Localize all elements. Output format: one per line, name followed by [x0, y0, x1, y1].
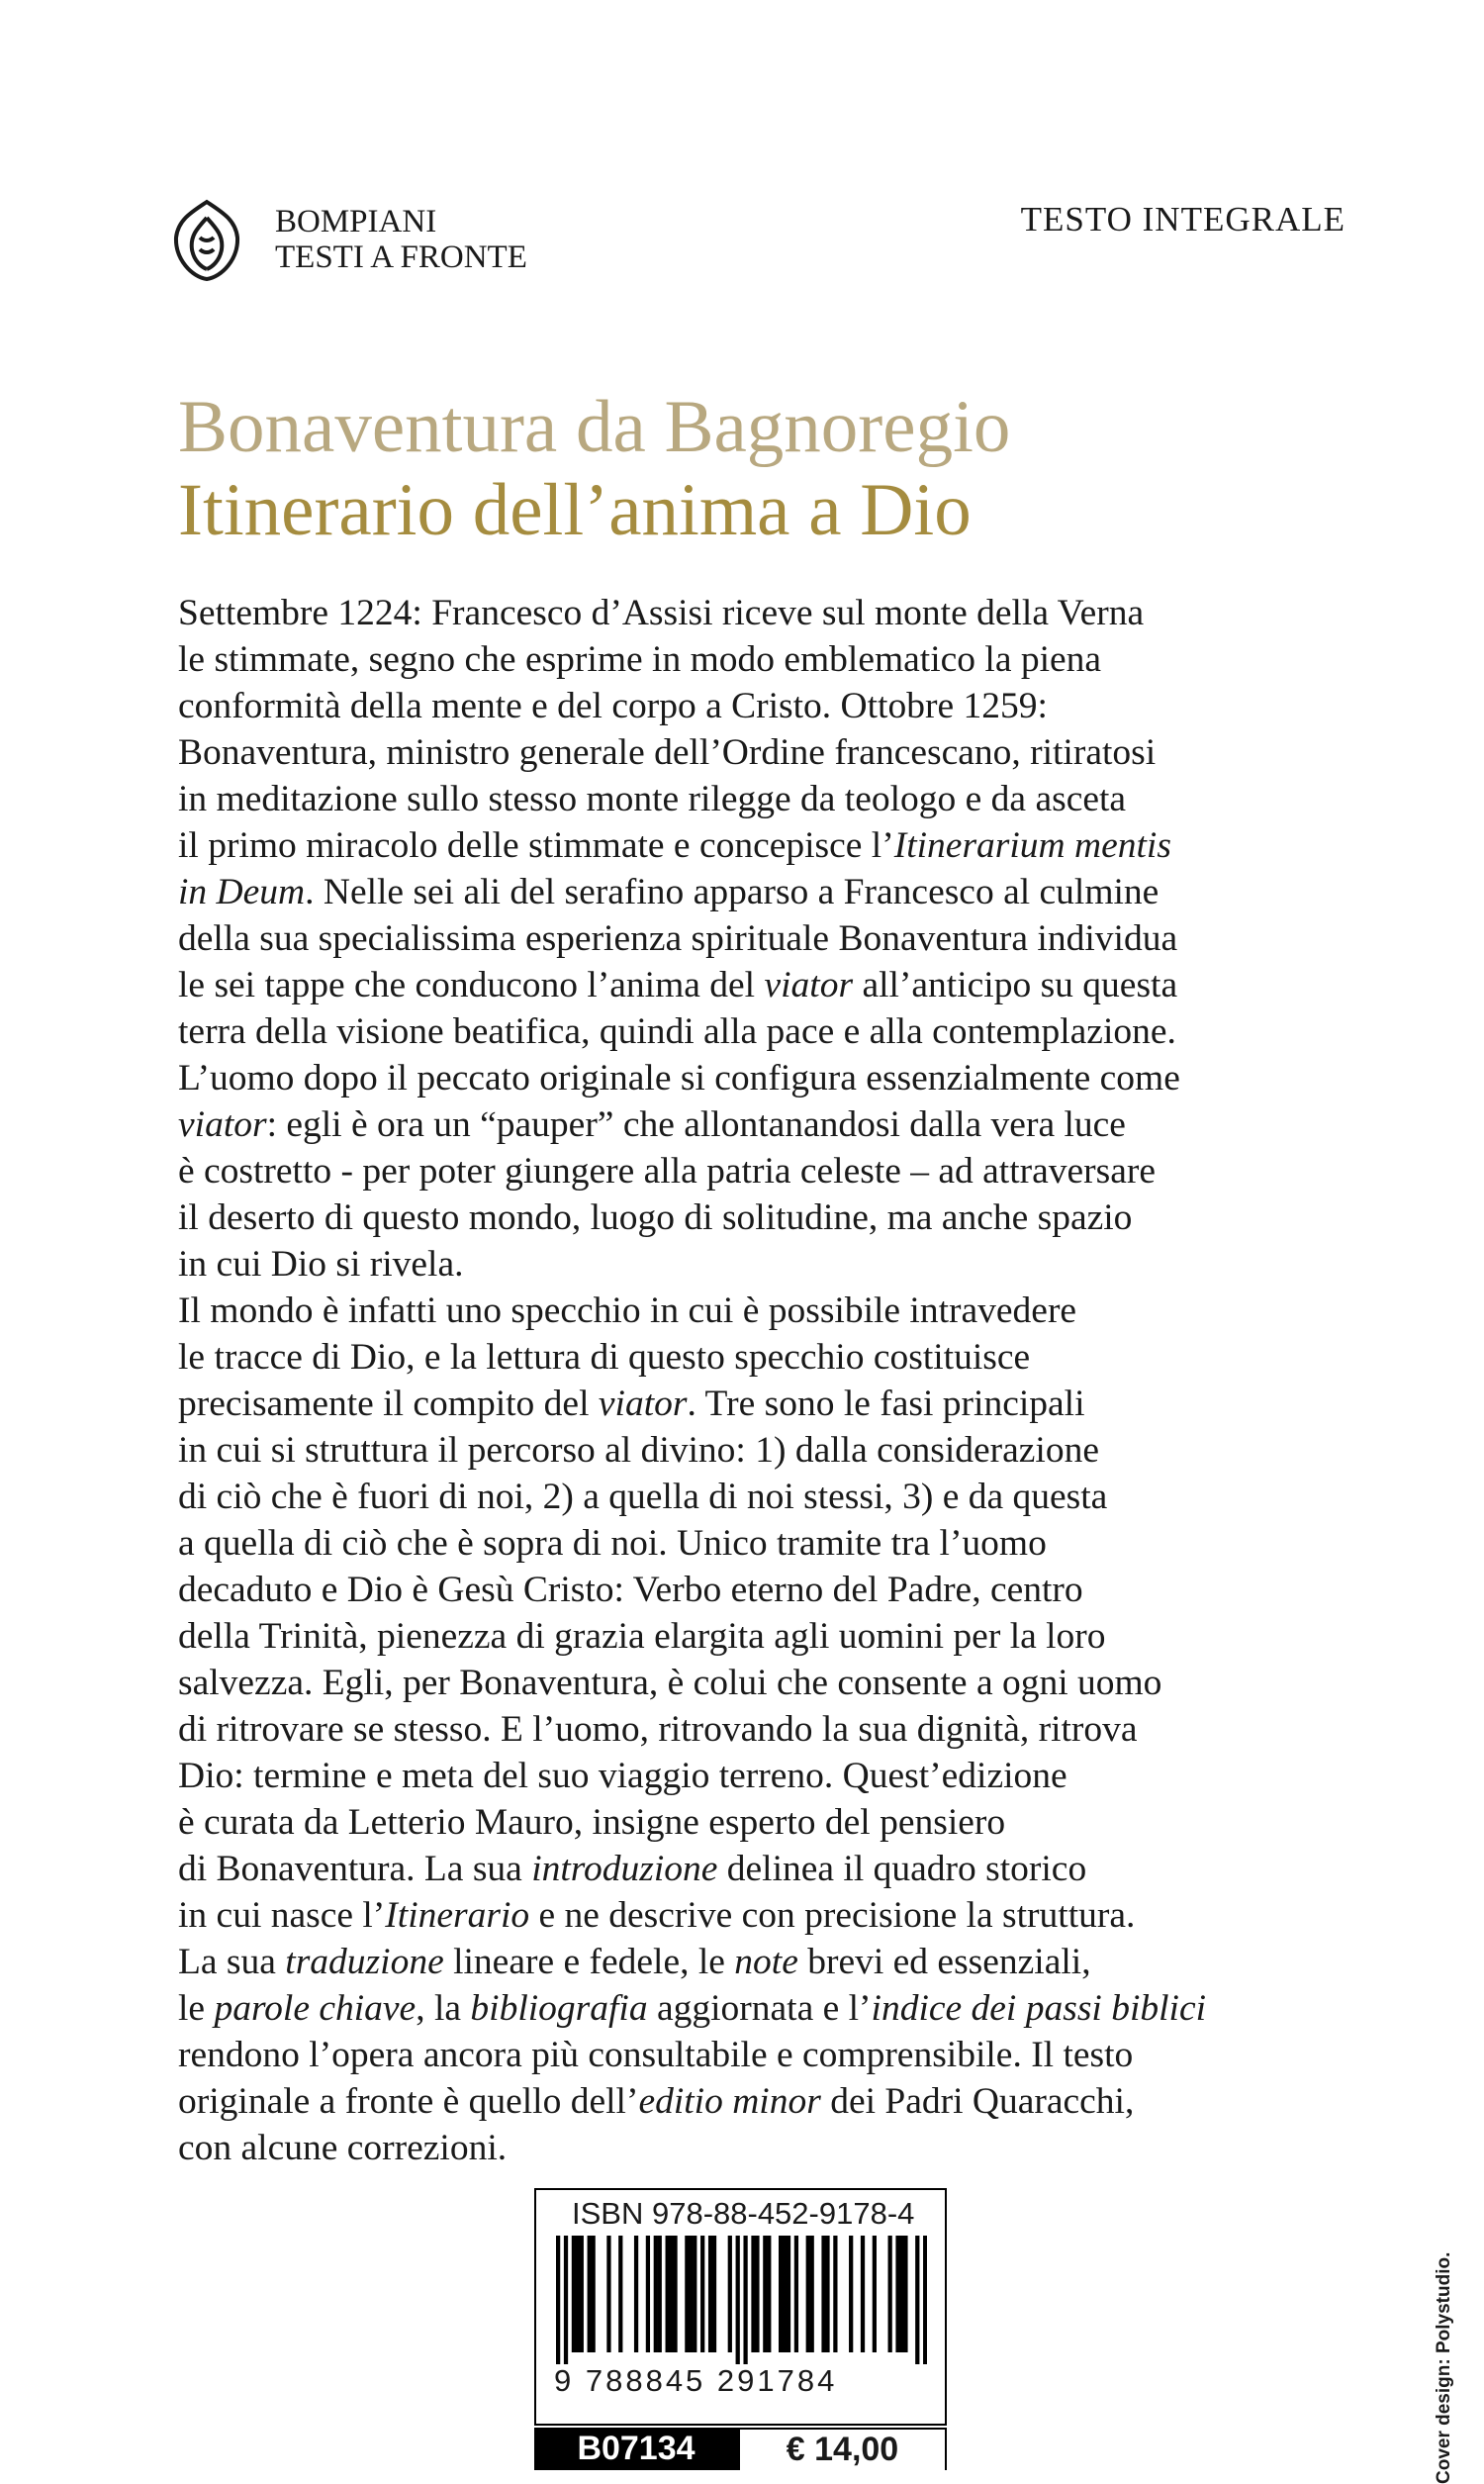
blurb-line: [178, 1520, 1345, 1567]
blurb-run: . Nelle sei ali del serafino apparso a Francesco al culmine: [305, 872, 1159, 912]
blurb-line: [178, 729, 1345, 776]
barcode-bar: [646, 2236, 650, 2352]
edition-label: TESTO INTEGRALE: [1020, 200, 1345, 239]
blurb-run: il primo miracolo delle stimmate e concepisce l’: [178, 825, 894, 866]
blurb-run: all’anticipo su questa: [853, 965, 1178, 1005]
barcode-bar: [806, 2236, 810, 2352]
blurb-line: [178, 1055, 1345, 1101]
barcode-bar: [825, 2236, 829, 2352]
barcode-bar: [923, 2236, 927, 2364]
imprint-line1: BOMPIANI: [275, 204, 437, 239]
blurb-italic-run: Itinerarium mentis: [893, 825, 1171, 866]
barcode-bar: [572, 2236, 576, 2352]
barcode-bar: [658, 2236, 662, 2352]
blurb-run: in cui nasce l’: [178, 1895, 386, 1936]
barcode-bar: [712, 2236, 716, 2352]
blurb-line: [178, 1194, 1345, 1241]
blurb-line: [178, 1427, 1345, 1474]
barcode-bar: [618, 2236, 622, 2352]
blurb-run: aggiornata e l’: [647, 1988, 872, 2029]
blurb-run: con alcune correzioni.: [178, 2128, 508, 2168]
barcode-bar: [915, 2236, 919, 2364]
blurb-run: originale a fronte è quello dell’: [178, 2081, 639, 2122]
blurb-line: [178, 1613, 1345, 1660]
barcode-bar: [654, 2236, 658, 2352]
ean-digits: 9 788845 291784: [554, 2363, 838, 2398]
blurb-italic-run: traduzione: [285, 1942, 444, 1982]
barcode-bar: [736, 2236, 740, 2364]
barcode-bar: [556, 2236, 560, 2364]
imprint-line2: TESTI A FRONTE: [275, 239, 527, 275]
blurb-line: [178, 1892, 1345, 1939]
blurb-run: il deserto di questo mondo, luogo di solitudine, ma anche spazio: [178, 1197, 1133, 1238]
barcode-icon: [556, 2236, 927, 2364]
blurb-run: : egli è ora un “pauper” che allontanandosi dalla vera luce: [266, 1104, 1126, 1145]
barcode-bar: [751, 2236, 755, 2352]
blurb-run: decaduto e Dio è Gesù Cristo: Verbo eterno del Padre, centro: [178, 1570, 1083, 1610]
barcode-bar: [689, 2236, 693, 2352]
blurb-line: [178, 1148, 1345, 1194]
blurb-run: di Bonaventura. La sua: [178, 1849, 532, 1889]
blurb-line: [178, 590, 1345, 636]
barcode-bar: [849, 2236, 853, 2352]
barcode-bar: [767, 2236, 771, 2352]
barcode-bar: [821, 2236, 825, 2352]
barcode-bar: [708, 2236, 712, 2352]
barcode-bar: [895, 2236, 899, 2352]
blurb-run: conformità della mente e del corpo a Cristo. Ottobre 1259:: [178, 686, 1048, 726]
barcode-bar: [787, 2236, 790, 2352]
blurb-line: [178, 1660, 1345, 1706]
price: € 14,00: [738, 2428, 947, 2470]
barcode-bar: [576, 2236, 580, 2352]
blurb-run: in cui Dio si rivela.: [178, 1244, 464, 1285]
barcode-bar: [580, 2236, 584, 2352]
product-code: B07134: [534, 2428, 738, 2470]
barcode-bar: [666, 2236, 670, 2352]
blurb-run: Settembre 1224: Francesco d’Assisi riceve sul monte della Verna: [178, 593, 1145, 633]
blurb-run: della sua specialissima esperienza spirituale Bonaventura individua: [178, 918, 1178, 959]
imprint: [275, 204, 527, 275]
blurb-line: [178, 2125, 1345, 2171]
blurb-run: Il mondo è infatti uno specchio in cui è possibile intravedere: [178, 1290, 1077, 1331]
barcode-bar: [755, 2236, 759, 2352]
blurb-run: lineare e fedele, le: [443, 1942, 735, 1982]
barcode-bar: [783, 2236, 787, 2352]
book-author: Bonaventura da Bagnoregio: [178, 386, 1011, 468]
blurb-italic-run: in Deum: [178, 872, 306, 912]
blurb-run: di ciò che è fuori di noi, 2) a quella di noi stessi, 3) e da questa: [178, 1477, 1108, 1517]
barcode-bar: [634, 2236, 638, 2352]
bompiani-logo-icon: [170, 198, 243, 283]
blurb-italic-run: bibliografia: [470, 1988, 648, 2029]
barcode-bar: [833, 2236, 837, 2352]
blurb-italic-run: note: [734, 1942, 798, 1982]
blurb-italic-run: editio minor: [638, 2081, 821, 2122]
blurb-run: Bonaventura, ministro generale dell’Ordine francescano, ritiratosi: [178, 732, 1157, 773]
barcode-bar: [743, 2236, 747, 2364]
barcode-bar: [903, 2236, 907, 2352]
blurb-italic-run: Itinerario: [385, 1895, 530, 1936]
barcode-bar: [588, 2236, 592, 2352]
blurb-run: dei Padri Quaracchi,: [820, 2081, 1135, 2122]
blurb-run: a quella di ciò che è sopra di noi. Unico tramite tra l’uomo: [178, 1523, 1047, 1564]
blurb-line: [178, 776, 1345, 822]
blurb-line: [178, 915, 1345, 962]
blurb-run: è costretto - per poter giungere alla patria celeste – ad attraversare: [178, 1151, 1157, 1192]
blurb-run: di ritrovare se stesso. E l’uomo, ritrovando la sua dignità, ritrova: [178, 1709, 1138, 1750]
barcode-bar: [873, 2236, 877, 2352]
blurb-run: Dio: termine e meta del suo viaggio terreno. Quest’edizione: [178, 1756, 1067, 1796]
blurb-line: [178, 636, 1345, 683]
blurb-line: [178, 1334, 1345, 1381]
barcode-bar: [861, 2236, 865, 2352]
blurb-run: e ne descrive con precisione la struttura.: [529, 1895, 1136, 1936]
blurb-run: in cui si struttura il percorso al divino: 1) dalla considerazione: [178, 1430, 1099, 1471]
barcode-bar: [564, 2236, 568, 2364]
blurb-line: [178, 962, 1345, 1008]
blurb-run: La sua: [178, 1942, 286, 1982]
blurb-run: salvezza. Egli, per Bonaventura, è colui che consente a ogni uomo: [178, 1663, 1162, 1703]
blurb-run: della Trinità, pienezza di grazia elargita agli uomini per la loro: [178, 1616, 1106, 1657]
blurb-run: . Tre sono le fasi principali: [687, 1384, 1085, 1424]
blurb-line: [178, 1288, 1345, 1334]
blurb-line: [178, 1939, 1345, 1985]
blurb-line: [178, 1101, 1345, 1148]
barcode-bar: [728, 2236, 732, 2352]
blurb-run: L’uomo dopo il peccato originale si configura essenzialmente come: [178, 1058, 1180, 1099]
book-title: Itinerario dell’anima a Dio: [178, 469, 972, 551]
blurb-run: , la: [416, 1988, 471, 2029]
blurb-line: [178, 2032, 1345, 2078]
barcode-bar: [888, 2236, 892, 2352]
blurb-run: rendono l’opera ancora più consultabile e comprensibile. Il testo: [178, 2035, 1134, 2075]
blurb-italic-run: indice dei passi biblici: [871, 1988, 1207, 2029]
blurb-run: precisamente il compito del: [178, 1384, 599, 1424]
blurb-line: [178, 1381, 1345, 1427]
blurb-run: le stimmate, segno che esprime in modo emblematico la piena: [178, 639, 1102, 680]
barcode-bar: [779, 2236, 783, 2352]
blurb-line: [178, 2078, 1345, 2125]
barcode-bar: [794, 2236, 798, 2352]
barcode-bar: [810, 2236, 814, 2352]
blurb-run: è curata da Letterio Mauro, insigne esperto del pensiero: [178, 1802, 1006, 1843]
blurb-run: le: [178, 1988, 215, 2029]
blurb-italic-run: viator: [764, 965, 854, 1005]
barcode-bar: [592, 2236, 596, 2352]
blurb-run: terra della visione beatifica, quindi alla pace e alla contemplazione.: [178, 1011, 1176, 1052]
blurb-line: [178, 683, 1345, 729]
blurb-line: [178, 1008, 1345, 1055]
blurb-italic-run: viator: [178, 1104, 267, 1145]
blurb-line: [178, 1799, 1345, 1846]
blurb-run: in meditazione sullo stesso monte rilegge da teologo e da asceta: [178, 779, 1127, 819]
blurb-italic-run: parole chiave: [214, 1988, 417, 2029]
barcode-bar: [763, 2236, 767, 2352]
blurb-line: [178, 1985, 1345, 2032]
isbn-label: ISBN 978-88-452-9178-4: [572, 2196, 915, 2231]
blurb-run: brevi ed essenziali,: [797, 1942, 1091, 1982]
blurb-line: [178, 1241, 1345, 1288]
blurb-line: [178, 1567, 1345, 1613]
blurb-run: delinea il quadro storico: [717, 1849, 1087, 1889]
blurb-italic-run: introduzione: [531, 1849, 718, 1889]
blurb-line: [178, 869, 1345, 915]
cover-design-credit: Cover design: Polystudio.: [1434, 2251, 1454, 2484]
blurb-line: [178, 1753, 1345, 1799]
blurb-line: [178, 1846, 1345, 1892]
blurb-line: [178, 1706, 1345, 1753]
blurb-run: le sei tappe che conducono l’anima del: [178, 965, 765, 1005]
blurb-run: le tracce di Dio, e la lettura di questo specchio costituisce: [178, 1337, 1031, 1378]
barcode-bar: [700, 2236, 704, 2352]
barcode-bar: [685, 2236, 689, 2352]
barcode-bar: [899, 2236, 903, 2352]
blurb-line: [178, 822, 1345, 869]
blurb-line: [178, 1474, 1345, 1520]
back-cover-blurb: [178, 590, 1345, 2171]
barcode-bar: [673, 2236, 677, 2352]
barcode-bar: [669, 2236, 673, 2352]
barcode-bar: [606, 2236, 610, 2352]
blurb-italic-run: viator: [598, 1384, 688, 1424]
barcode-box: [534, 2188, 947, 2426]
barcode-bar: [693, 2236, 696, 2352]
